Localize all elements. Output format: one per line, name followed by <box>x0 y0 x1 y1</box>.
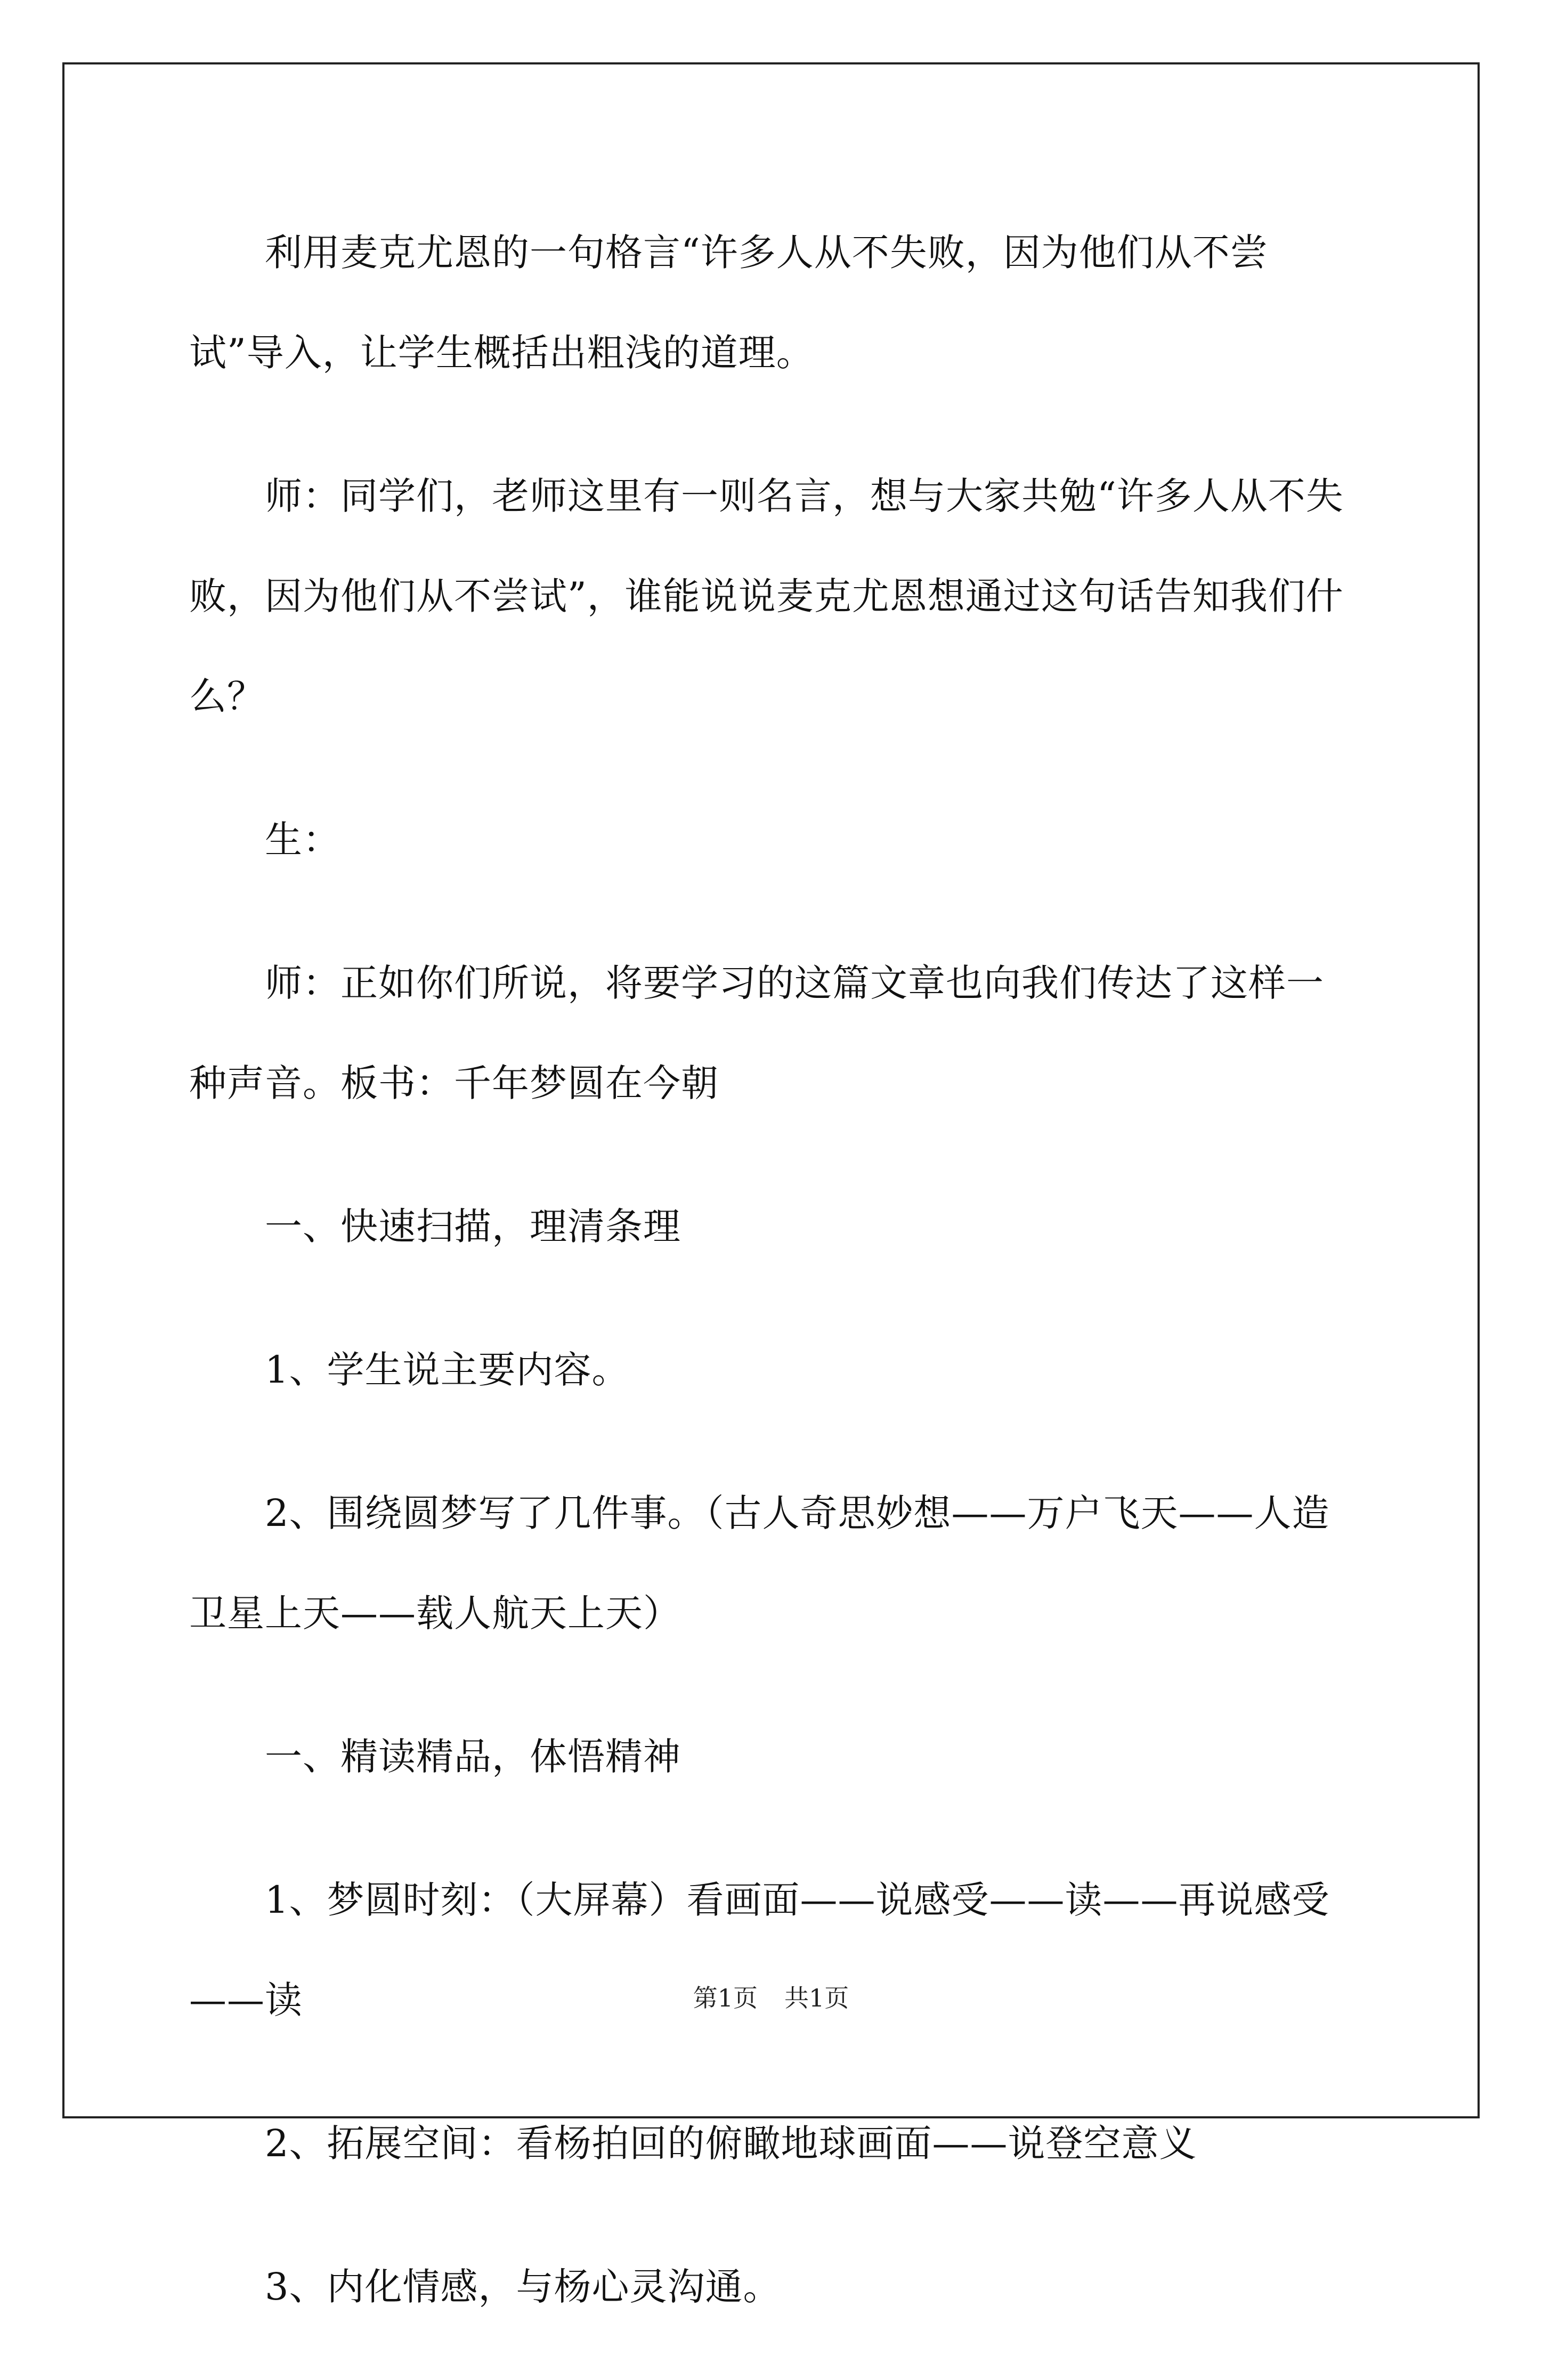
paragraph-text: 生： <box>265 818 340 862</box>
paragraph <box>189 933 1361 1133</box>
section-heading <box>189 1707 1361 1807</box>
paragraph-text: 一、精读精品，体悟精神 <box>265 1735 681 1778</box>
document-body <box>189 202 1361 2380</box>
list-item <box>189 1320 1361 1420</box>
list-item <box>189 2237 1361 2337</box>
paragraph <box>189 446 1361 746</box>
page-total: 共1页 <box>784 1984 849 2012</box>
paragraph-text: 1、学生说主要内容。 <box>265 1348 630 1392</box>
page-number: 第1页 <box>693 1984 758 2012</box>
paragraph-text: 2、拓展空间：看杨拍回的俯瞰地球画面——说登空意义 <box>265 2122 1197 2165</box>
paragraph-text: 3、内化情感，与杨心灵沟通。 <box>265 2265 781 2309</box>
paragraph-text: 2、围绕圆梦写了几件事。（古人奇思妙想——万户飞天——人造卫星上天——载人航天上天） <box>189 1491 1330 1635</box>
list-item <box>189 1463 1361 1663</box>
page-footer <box>0 1982 1542 2014</box>
paragraph-text: 一、快速扫描，理清条理 <box>265 1205 681 1248</box>
paragraph <box>189 790 1361 890</box>
section-heading <box>189 1176 1361 1277</box>
paragraph <box>189 202 1361 403</box>
paragraph-text: 师：同学们，老师这里有一则名言，想与大家共勉“许多人从不失败，因为他们从不尝试”，谁能说说麦克尤恩想通过这句话告知我们什么？ <box>189 474 1344 718</box>
list-item <box>189 2093 1361 2194</box>
paragraph-text: 利用麦克尤恩的一句格言“许多人从不失败，因为他们从不尝试”导入，让学生概括出粗浅的道理。 <box>189 231 1268 375</box>
list-item <box>189 1850 1361 2050</box>
paragraph-text: 师：正如你们所说，将要学习的这篇文章也向我们传达了这样一种声音。板书：千年梦圆在今朝 <box>189 961 1324 1105</box>
paragraph-text: 1、梦圆时刻：（大屏幕）看画面——说感受——读——再说感受——读 <box>189 1878 1330 2022</box>
